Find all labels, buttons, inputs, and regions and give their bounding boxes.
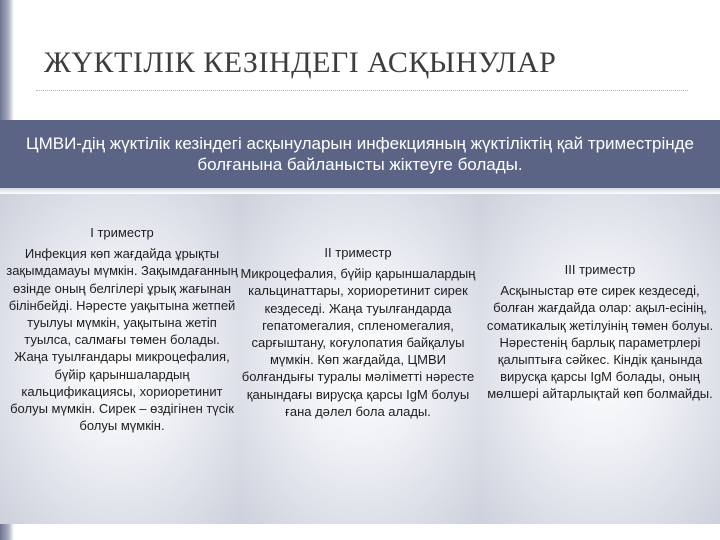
trimester-3-text: Асқыныстар өте сирек кездеседі, болған жағдайда олар: ақыл-есінің, соматикалық жетілуінің төмен болуы. Нәрестенің барлық параметрлері қалыптыға сәйкес. Кіндік қанында вирусқа қарсы IgM болады, оның мөлшері айтарлықтай көп болмайды. xyxy=(486,283,714,402)
intro-banner xyxy=(0,120,720,188)
trimester-2-heading: II триместр xyxy=(324,245,392,260)
trimester-1-column xyxy=(6,224,238,434)
trimester-3-column xyxy=(484,261,716,403)
title-divider xyxy=(36,90,688,91)
trimester-2-column xyxy=(238,244,478,420)
trimester-3-heading: III триместр xyxy=(564,262,636,277)
trimester-1-text: Инфекция көп жағдайда ұрықты зақымдамауы мүмкін. Зақымдағанның өзінде оның белгілері ұрық жағынан білінбейді. Нәресте уақытына жетпей туылуы мүмкін, уақытына жетіп туылса, салмағы төмен болады. Жаңа туылғандары микроцефалия, бүйір қарыншалардың кальцификациясы, хориоретинит болуы мүмкін. Сирек – өздігінен түсік болуы мүмкін. xyxy=(6,246,238,434)
slide-title: ЖҮКТІЛІК КЕЗІНДЕГІ АСҚЫНУЛАР xyxy=(44,46,557,79)
intro-banner-text: ЦМВИ-дің жүктілік кезіндегі асқынуларын инфекцияның жүктіліктің қай триместрінде болғанына байланысты жіктеуге болады. xyxy=(26,134,694,174)
trimester-1-heading: I триместр xyxy=(90,225,154,240)
trimester-2-text: Микроцефалия, бүйір қарыншалардың кальцинаттары, хориоретинит сирек кездеседі. Жаңа туылғандарда гепатомегалия, спленомегалия, сарғыштану, коғулопатия байқалуы мүмкін. Көп жағдайда, ЦМВИ болғандығы туралы мәліметті нәресте қанындағы вирусқа қарсы IgM болуы ғана дәлел бола алады. xyxy=(240,266,476,419)
